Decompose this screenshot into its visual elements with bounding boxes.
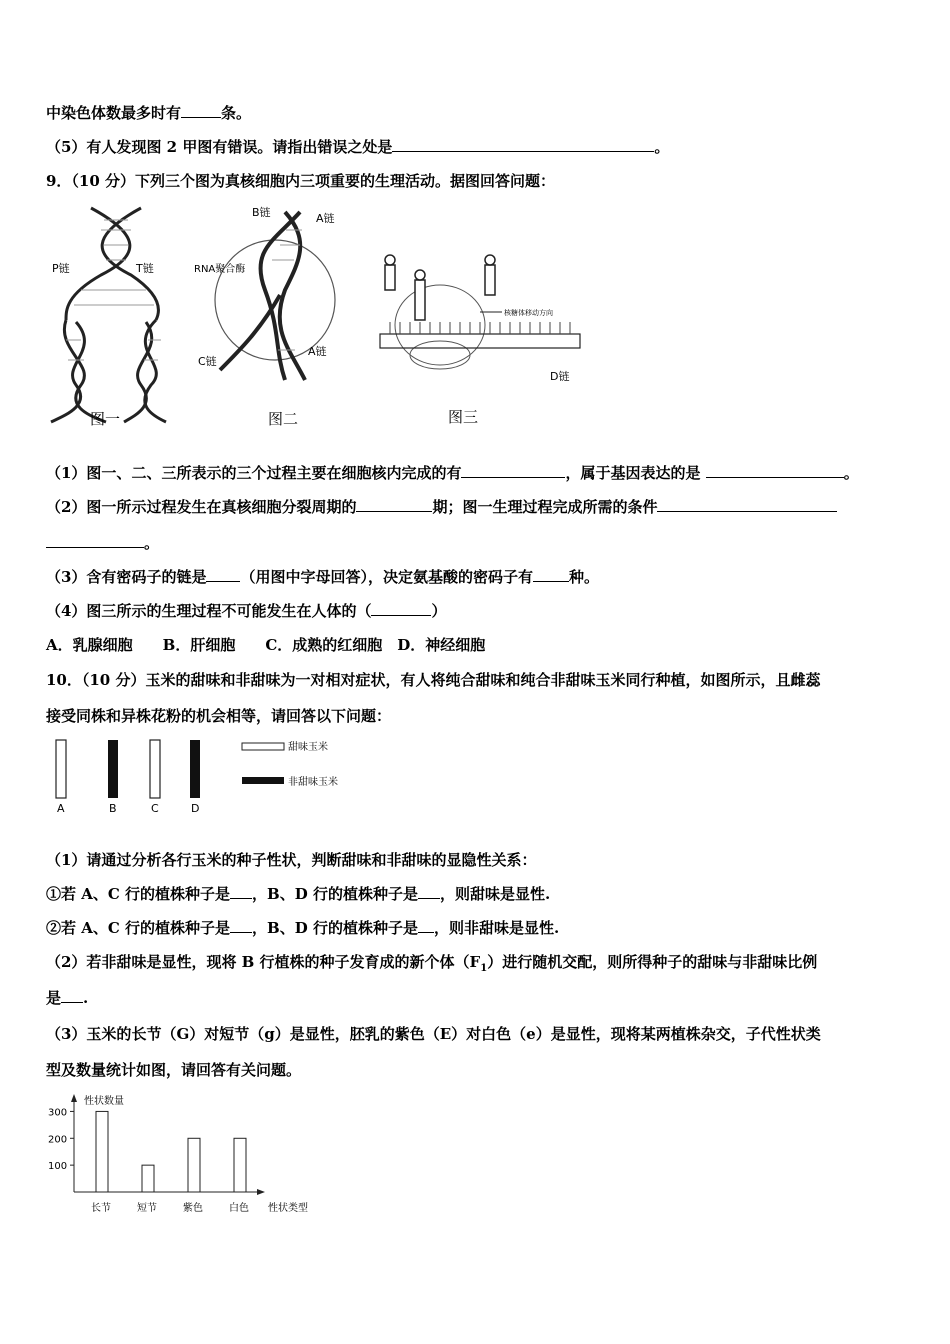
x-tick-label: 长节: [91, 1203, 111, 1214]
q8-5: （5）有人发现图 2 甲图有错误。请指出错误之处是 。: [46, 138, 670, 156]
rna-polymerase-label: RNA聚合酶: [194, 264, 246, 275]
answer-blank[interactable]: [46, 533, 144, 548]
answer-blank[interactable]: [61, 988, 83, 1003]
answer-blank[interactable]: [418, 884, 440, 899]
mrna-strand: [380, 334, 580, 348]
bar: [96, 1111, 108, 1192]
q10-stem: 10．（10 分）玉米的甜味和非甜味为一对相对症状，有人将纯合甜味和纯合非甜味玉米同行种植，如图所示，且雌蕊: [46, 671, 821, 689]
q9-2-cont: 。: [46, 533, 159, 553]
answer-blank[interactable]: [230, 918, 252, 933]
figure-2-transcription: [190, 200, 350, 390]
q10-3-cont: 型及数量统计如图，请回答有关问题。: [46, 1061, 302, 1079]
double-helix: [51, 208, 166, 422]
q10-1: （1）请通过分析各行玉米的种子性状，判断甜味和非甜味的显隐性关系：: [46, 851, 537, 869]
q10-stem-cont: 接受同株和异株花粉的机会相等，请回答以下问题：: [46, 707, 392, 725]
figure-3-caption: 图三: [448, 408, 479, 426]
answer-blank[interactable]: [533, 567, 569, 582]
x-tick-label: 白色: [229, 1203, 249, 1214]
q10-1-i: ①若 A、C 行的植株种子是 ，B、D 行的植株种子是 ，则甜味是显性.: [46, 885, 551, 903]
q10-1-ii: ②若 A、C 行的植株种子是 ，B、D 行的植株种子是 ，则非甜味是显性.: [46, 919, 560, 937]
q10-2: （2）若非甜味是显性，现将 B 行植株的种子发育成的新个体$(F_1)$进行随机交配，则所得种子的甜味与非甜味比例: [46, 953, 818, 974]
trait-count-bar-chart: [46, 1090, 336, 1220]
trna-icons: [385, 255, 495, 320]
answer-blank[interactable]: [392, 137, 654, 152]
row-b-nonsweet: [108, 740, 118, 798]
line-chromosome: 中染色体数最多时有 条。: [46, 104, 252, 122]
bar: [142, 1165, 154, 1192]
a-chain-label-2: A链: [308, 345, 327, 358]
y-tick-label: 100: [48, 1161, 68, 1173]
a-chain-label: A链: [316, 212, 335, 225]
answer-blank[interactable]: [356, 497, 432, 512]
figure-1-dna-replication: [46, 200, 176, 430]
row-label-d: D: [191, 802, 200, 815]
bar: [234, 1138, 246, 1192]
legend-sweet-label: 甜味玉米: [288, 742, 328, 753]
x-tick-label: 短节: [137, 1203, 157, 1214]
t-chain-label: T链: [136, 262, 154, 275]
y-tick-label: 300: [48, 1107, 68, 1119]
q9-2: （2）图一所示过程发生在真核细胞分裂周期的 期；图一生理过程完成所需的条件: [46, 497, 837, 517]
q9-1: （1）图一、二、三所表示的三个过程主要在细胞核内完成的有 ，属于基因表达的是 。: [46, 464, 859, 482]
q9-4: （4）图三所示的生理过程不可能发生在人体的（ ）: [46, 602, 447, 620]
y-axis-label: 性状数量: [84, 1096, 124, 1107]
row-a-sweet: [56, 740, 66, 798]
b-chain-label: B链: [252, 206, 271, 219]
row-label-b: B: [109, 802, 117, 815]
x-axis-arrow: [257, 1189, 265, 1195]
corn-rows-figure: [46, 735, 366, 820]
legend-sweet-swatch: [242, 743, 284, 750]
y-tick-label: 200: [48, 1134, 68, 1146]
answer-blank[interactable]: [230, 884, 252, 899]
answer-blank[interactable]: [371, 601, 431, 616]
figure-2-caption: 图二: [268, 410, 299, 428]
answer-blank[interactable]: [461, 463, 565, 478]
legend-nonsweet-swatch: [242, 777, 284, 784]
q9-4-options: A．乳腺细胞 B．肝细胞 C．成熟的红细胞 D．神经细胞: [46, 636, 486, 654]
q9-stem: 9．（10 分）下列三个图为真核细胞内三项重要的生理活动。据图回答问题：: [46, 172, 556, 190]
c-chain-label: C链: [198, 355, 217, 368]
bar: [188, 1138, 200, 1192]
p-chain-label: P链: [52, 262, 70, 275]
legend-nonsweet-label: 非甜味玉米: [288, 777, 338, 788]
figure-1-caption: 图一: [90, 410, 121, 428]
answer-blank[interactable]: [418, 918, 434, 933]
q9-3: （3）含有密码子的链是 （用图中字母回答），决定氨基酸的密码子有 种。: [46, 568, 599, 586]
x-axis-label: 性状类型: [268, 1203, 308, 1214]
figure-3-translation: [370, 240, 590, 390]
answer-blank[interactable]: [706, 463, 844, 478]
ribosome-direction-label: 核糖体移动方向: [504, 309, 553, 317]
row-d-nonsweet: [190, 740, 200, 798]
row-label-c: C: [151, 802, 159, 815]
answer-blank[interactable]: [657, 497, 837, 512]
q10-2-cont: 是 .: [46, 989, 89, 1007]
y-axis-arrow: [71, 1094, 77, 1102]
answer-blank[interactable]: [181, 103, 221, 118]
answer-blank[interactable]: [206, 567, 240, 582]
row-label-a: A: [57, 802, 65, 815]
d-chain-label: D链: [550, 370, 570, 383]
row-c-sweet: [150, 740, 160, 798]
x-tick-label: 紫色: [183, 1203, 203, 1214]
q10-3: （3）玉米的长节（G）对短节（g）是显性，胚乳的紫色（E）对白色（e）是显性，现将某两植株杂交，子代性状类: [46, 1025, 821, 1043]
